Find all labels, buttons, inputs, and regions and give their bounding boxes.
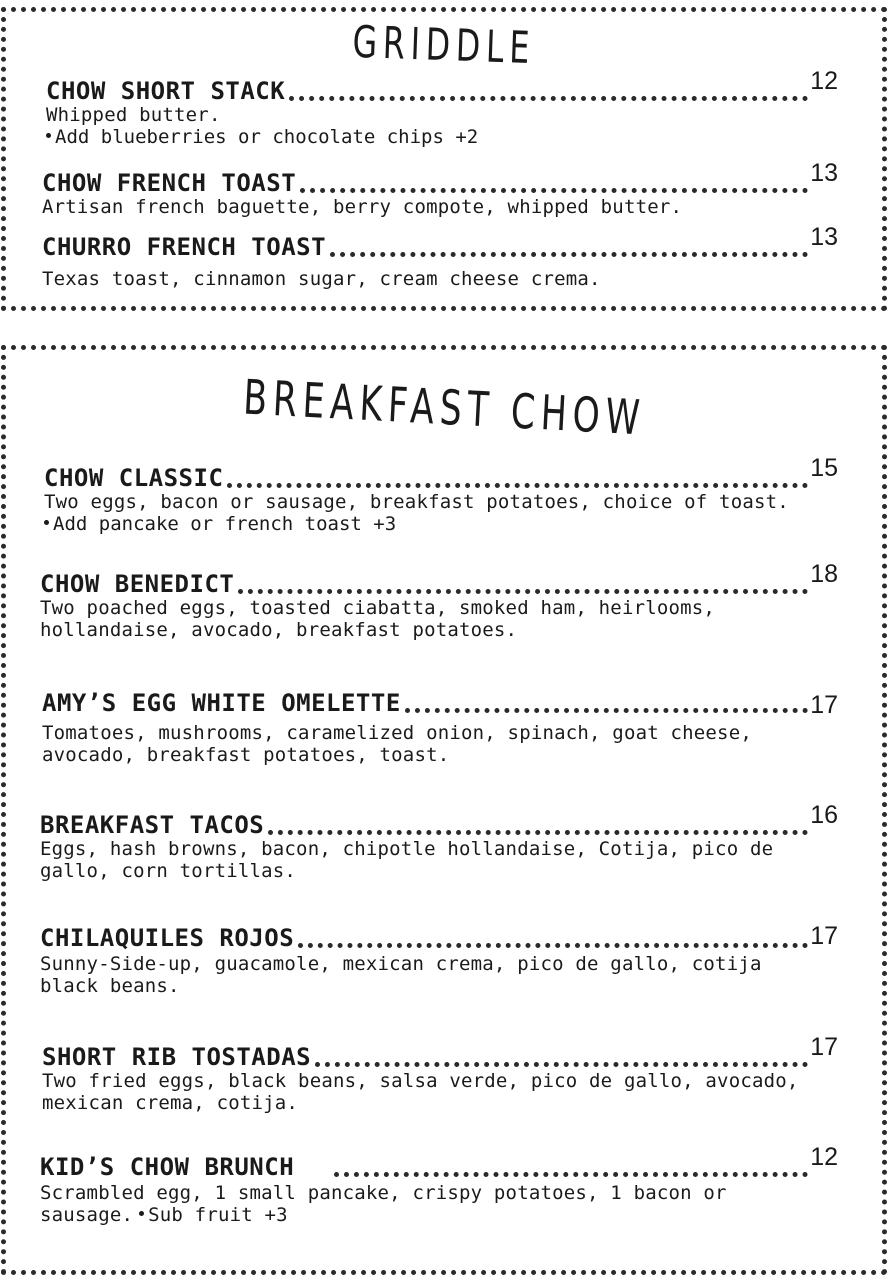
dot-leader (315, 1062, 808, 1067)
breakfast-chow-section (1, 345, 887, 1275)
griddle-section (1, 7, 887, 311)
item-description: Scrambled egg, 1 small pancake, crispy potatoes, 1 bacon or sausage. Sub fruit +3 (40, 1182, 727, 1226)
menu-item-amys-egg-white-omelette (42, 686, 838, 766)
menu-item-chow-benedict (40, 560, 838, 641)
dot-leader (330, 252, 808, 257)
dot-leader (238, 589, 808, 594)
item-name: KID’S CHOW BRUNCH (40, 1153, 295, 1181)
menu-item-chow-classic (44, 454, 838, 535)
item-name: CHOW FRENCH TOAST (42, 169, 297, 197)
item-name: AMY’S EGG WHITE OMELETTE (42, 689, 401, 717)
item-name: CHURRO FRENCH TOAST (42, 233, 327, 261)
item-price: 17 (810, 691, 838, 719)
dot-leader (298, 943, 808, 948)
dot-leader (405, 708, 808, 713)
bullet-icon (44, 520, 49, 525)
item-name: CHOW BENEDICT (40, 570, 235, 598)
menu-item-short-rib-tostadas (42, 1033, 838, 1114)
menu-item-churro-french-toast (42, 223, 838, 290)
item-price: 12 (810, 67, 838, 95)
dot-leader (227, 483, 808, 488)
item-price: 16 (810, 801, 838, 829)
item-name: BREAKFAST TACOS (40, 811, 265, 839)
item-description: Texas toast, cinnamon sugar, cream cheese crema. (42, 268, 601, 290)
item-description: Whipped butter. (46, 104, 221, 126)
bullet-icon (46, 133, 51, 138)
item-price: 17 (810, 1033, 838, 1061)
menu-item-chilaquiles-rojos (40, 921, 838, 997)
item-description: Tomatoes, mushrooms, caramelized onion, spinach, goat cheese, avocado, breakfast potatoes, toast. (42, 722, 752, 766)
item-price: 15 (810, 454, 838, 482)
item-description: Two fried eggs, black beans, salsa verde, pico de gallo, avocado, mexican crema, cotija. (42, 1070, 799, 1114)
item-price: 12 (810, 1143, 838, 1171)
item-addon: Sub fruit +3 (139, 1204, 288, 1226)
dot-leader (300, 188, 808, 193)
item-description: Eggs, hash browns, bacon, chipotle hollandaise, Cotija, pico de gallo, corn tortillas. (40, 838, 774, 882)
item-price: 18 (810, 560, 838, 588)
dot-leader (334, 1172, 808, 1177)
menu-item-chow-french-toast (42, 159, 838, 218)
bullet-icon (139, 1211, 144, 1216)
item-price: 13 (810, 223, 838, 251)
breakfast-section-title: BREAKFAST CHOW (241, 369, 647, 447)
item-name: CHILAQUILES ROJOS (40, 924, 295, 952)
item-name: CHOW CLASSIC (44, 464, 224, 492)
item-description: Artisan french baguette, berry compote, whipped butter. (42, 196, 683, 218)
menu-item-chow-short-stack (46, 67, 838, 148)
griddle-section-title: GRIDDLE (351, 16, 537, 75)
dot-leader (289, 96, 808, 101)
item-description: Two poached eggs, toasted ciabatta, smoked ham, heirlooms, hollandaise, avocado, breakfast potatoes. (40, 597, 716, 641)
menu-item-kids-chow-brunch (40, 1143, 838, 1226)
item-description: Two eggs, bacon or sausage, breakfast potatoes, choice of toast. (44, 491, 789, 513)
item-description: Sunny-Side-up, guacamole, mexican crema, pico de gallo, cotija black beans. (40, 953, 762, 997)
item-price: 13 (810, 159, 838, 187)
item-addon: Add blueberries or chocolate chips +2 (46, 126, 838, 148)
dot-leader (268, 830, 808, 835)
menu-item-breakfast-tacos (40, 801, 838, 882)
item-price: 17 (810, 922, 838, 950)
item-name: SHORT RIB TOSTADAS (42, 1043, 312, 1071)
item-name: CHOW SHORT STACK (46, 77, 286, 105)
item-addon: Add pancake or french toast +3 (44, 513, 838, 535)
